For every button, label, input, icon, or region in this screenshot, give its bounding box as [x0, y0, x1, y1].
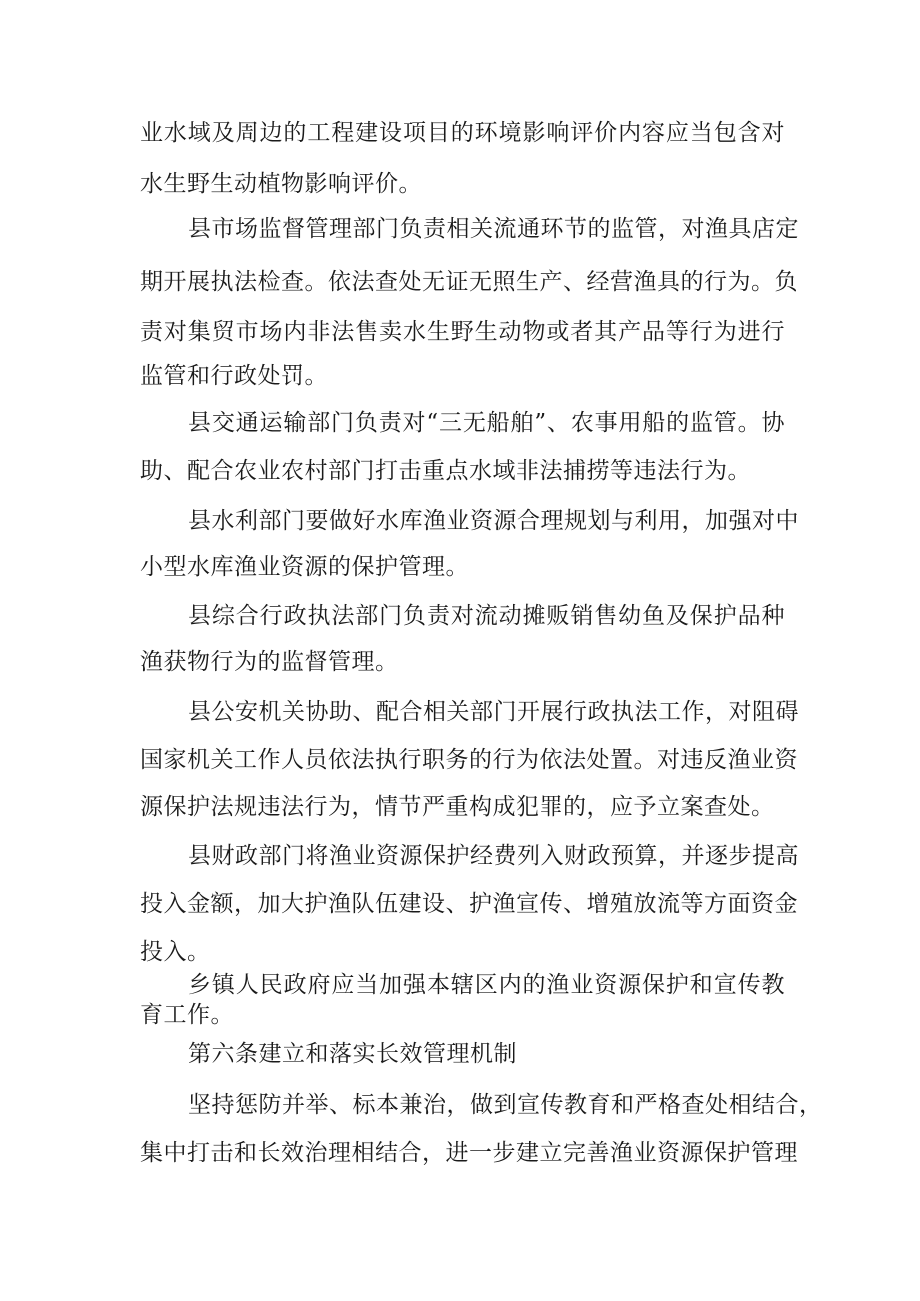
text-line: 期开展执法检查。依法查处无证无照生产、经营渔具的行为。负 — [140, 269, 798, 295]
text-line: 监管和行政处罚。 — [140, 363, 328, 389]
article-heading: 第六条建立和落实长效管理机制 — [188, 1041, 517, 1067]
text-line: 小型水库渔业资源的保护管理。 — [140, 554, 469, 580]
text-line: 乡镇人民政府应当加强本辖区内的渔业资源保护和宣传教 — [188, 972, 785, 998]
text-line: 业水域及周边的工程建设项目的环境影响评价内容应当包含对 — [140, 120, 785, 146]
text-line: 坚持惩防并举、标本兼治，做到宣传教育和严格查处相结合， — [188, 1092, 823, 1118]
text-line: 育工作。 — [140, 1002, 234, 1028]
text-line: 县公安机关协助、配合相关部门开展行政执法工作，对阻碍 — [188, 699, 799, 725]
text-line: 投入。 — [140, 939, 211, 965]
text-line: 源保护法规违法行为，情节严重构成犯罪的，应予立案查处。 — [140, 794, 775, 820]
text-line: 渔获物行为的监督管理。 — [140, 649, 399, 675]
text-line: 责对集贸市场内非法售卖水生野生动物或者其产品等行为进行 — [140, 319, 785, 345]
text-line: 县市场监督管理部门负责相关流通环节的监管，对渔具店定 — [188, 216, 799, 242]
text-line: 县水利部门要做好水库渔业资源合理规划与利用，加强对中 — [188, 508, 799, 534]
text-line: 县财政部门将渔业资源保护经费列入财政预算，并逐步提高 — [188, 843, 799, 869]
text-line: 投入金额，加大护渔队伍建设、护渔宣传、增殖放流等方面资金 — [140, 891, 798, 917]
text-line: 国家机关工作人员依法执行职务的行为依法处置。对违反渔业资 — [140, 747, 798, 773]
text-line: 县综合行政执法部门负责对流动摊贩销售幼鱼及保护品种 — [188, 603, 785, 629]
text-line: 水生野生动植物影响评价。 — [140, 171, 422, 197]
text-line: 集中打击和长效治理相结合，进一步建立完善渔业资源保护管理 — [140, 1140, 798, 1166]
text-line: 助、配合农业农村部门打击重点水域非法捕捞等违法行为。 — [140, 458, 751, 484]
text-line: 县交通运输部门负责对“三无船舶”、农事用船的监管。协 — [188, 410, 785, 436]
